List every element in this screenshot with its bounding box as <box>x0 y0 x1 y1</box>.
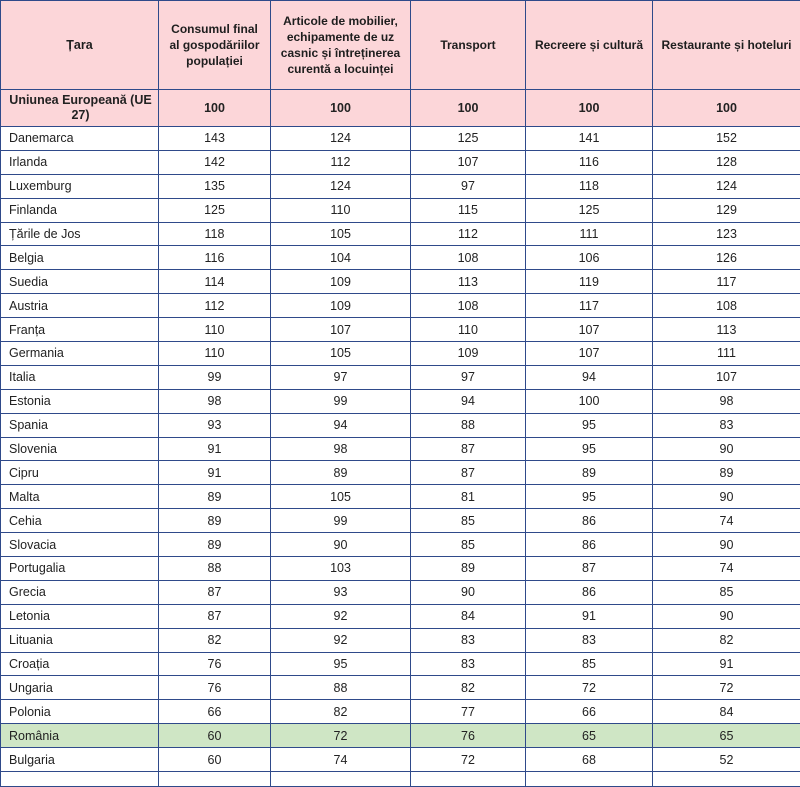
country-name: Germania <box>1 342 159 366</box>
value-furniture-household: 94 <box>271 413 411 437</box>
value-transport: 82 <box>411 676 526 700</box>
country-name: Estonia <box>1 389 159 413</box>
cut-off-cell <box>526 772 653 787</box>
cut-off-cell <box>411 772 526 787</box>
country-name: Letonia <box>1 604 159 628</box>
value-furniture-household: 74 <box>271 748 411 772</box>
value-furniture-household: 92 <box>271 604 411 628</box>
country-name: Cehia <box>1 509 159 533</box>
table-row <box>1 198 800 222</box>
value-recreation-culture: 66 <box>526 700 653 724</box>
value-transport: 108 <box>411 246 526 270</box>
table-row <box>1 246 800 270</box>
value-final-consumption: 89 <box>159 533 271 557</box>
table-row <box>1 604 800 628</box>
value-final-consumption: 87 <box>159 580 271 604</box>
value-restaurants-hotels: 83 <box>653 413 800 437</box>
table-row <box>1 748 800 772</box>
value-final-consumption: 110 <box>159 342 271 366</box>
value-recreation-culture: 85 <box>526 652 653 676</box>
value-furniture-household: 72 <box>271 724 411 748</box>
value-recreation-culture: 119 <box>526 270 653 294</box>
value-restaurants-hotels: 113 <box>653 318 800 342</box>
country-name: Austria <box>1 294 159 318</box>
value-furniture-household: 89 <box>271 461 411 485</box>
table-row <box>1 174 800 198</box>
value-recreation-culture: 89 <box>526 461 653 485</box>
eu-value-recreation-culture: 100 <box>526 90 653 127</box>
value-recreation-culture: 95 <box>526 437 653 461</box>
value-furniture-household: 105 <box>271 222 411 246</box>
value-transport: 87 <box>411 461 526 485</box>
eu-row-label: Uniunea Europeană (UE 27) <box>1 90 159 127</box>
country-name: Țările de Jos <box>1 222 159 246</box>
value-final-consumption: 143 <box>159 127 271 151</box>
value-final-consumption: 88 <box>159 557 271 581</box>
value-recreation-culture: 106 <box>526 246 653 270</box>
table-row <box>1 222 800 246</box>
value-furniture-household: 109 <box>271 270 411 294</box>
value-final-consumption: 142 <box>159 150 271 174</box>
cut-off-cell <box>1 772 159 787</box>
value-transport: 112 <box>411 222 526 246</box>
value-furniture-household: 99 <box>271 389 411 413</box>
value-furniture-household: 98 <box>271 437 411 461</box>
value-transport: 76 <box>411 724 526 748</box>
value-recreation-culture: 91 <box>526 604 653 628</box>
country-name: Polonia <box>1 700 159 724</box>
value-recreation-culture: 118 <box>526 174 653 198</box>
value-furniture-household: 104 <box>271 246 411 270</box>
cut-off-cell <box>159 772 271 787</box>
country-name: Malta <box>1 485 159 509</box>
value-transport: 113 <box>411 270 526 294</box>
table-row <box>1 437 800 461</box>
country-name: Danemarca <box>1 127 159 151</box>
value-final-consumption: 91 <box>159 437 271 461</box>
value-transport: 109 <box>411 342 526 366</box>
table-row <box>1 294 800 318</box>
country-name: Suedia <box>1 270 159 294</box>
value-transport: 90 <box>411 580 526 604</box>
cut-off-cell <box>653 772 800 787</box>
value-transport: 108 <box>411 294 526 318</box>
table-row <box>1 628 800 652</box>
value-recreation-culture: 86 <box>526 580 653 604</box>
table-row <box>1 557 800 581</box>
table-row <box>1 389 800 413</box>
value-recreation-culture: 95 <box>526 485 653 509</box>
value-final-consumption: 76 <box>159 652 271 676</box>
header-country: Țara <box>1 1 159 90</box>
country-name: Grecia <box>1 580 159 604</box>
table-row <box>1 652 800 676</box>
value-transport: 83 <box>411 652 526 676</box>
value-restaurants-hotels: 90 <box>653 485 800 509</box>
value-transport: 84 <box>411 604 526 628</box>
value-final-consumption: 89 <box>159 485 271 509</box>
value-final-consumption: 125 <box>159 198 271 222</box>
eu-value-furniture-household: 100 <box>271 90 411 127</box>
value-transport: 110 <box>411 318 526 342</box>
table-row <box>1 342 800 366</box>
value-final-consumption: 99 <box>159 365 271 389</box>
value-furniture-household: 82 <box>271 700 411 724</box>
country-name: România <box>1 724 159 748</box>
value-transport: 94 <box>411 389 526 413</box>
value-furniture-household: 99 <box>271 509 411 533</box>
eu-value-transport: 100 <box>411 90 526 127</box>
value-furniture-household: 90 <box>271 533 411 557</box>
value-furniture-household: 124 <box>271 174 411 198</box>
value-restaurants-hotels: 98 <box>653 389 800 413</box>
value-furniture-household: 109 <box>271 294 411 318</box>
value-restaurants-hotels: 90 <box>653 437 800 461</box>
value-recreation-culture: 87 <box>526 557 653 581</box>
value-furniture-household: 95 <box>271 652 411 676</box>
value-recreation-culture: 116 <box>526 150 653 174</box>
value-recreation-culture: 65 <box>526 724 653 748</box>
value-transport: 87 <box>411 437 526 461</box>
value-recreation-culture: 111 <box>526 222 653 246</box>
value-transport: 85 <box>411 509 526 533</box>
value-furniture-household: 97 <box>271 365 411 389</box>
table-row <box>1 700 800 724</box>
value-restaurants-hotels: 90 <box>653 604 800 628</box>
value-restaurants-hotels: 74 <box>653 557 800 581</box>
table-row <box>1 461 800 485</box>
value-transport: 72 <box>411 748 526 772</box>
table-row <box>1 533 800 557</box>
value-final-consumption: 82 <box>159 628 271 652</box>
table-row <box>1 365 800 389</box>
country-name: Cipru <box>1 461 159 485</box>
value-furniture-household: 124 <box>271 127 411 151</box>
value-restaurants-hotels: 65 <box>653 724 800 748</box>
table-row <box>1 724 800 748</box>
value-recreation-culture: 86 <box>526 509 653 533</box>
value-final-consumption: 76 <box>159 676 271 700</box>
country-name: Croația <box>1 652 159 676</box>
value-recreation-culture: 117 <box>526 294 653 318</box>
value-restaurants-hotels: 72 <box>653 676 800 700</box>
country-name: Luxemburg <box>1 174 159 198</box>
value-furniture-household: 112 <box>271 150 411 174</box>
value-restaurants-hotels: 117 <box>653 270 800 294</box>
value-restaurants-hotels: 126 <box>653 246 800 270</box>
table-row <box>1 676 800 700</box>
value-furniture-household: 107 <box>271 318 411 342</box>
header-row <box>1 1 800 90</box>
country-name: Franța <box>1 318 159 342</box>
value-restaurants-hotels: 111 <box>653 342 800 366</box>
table-row <box>1 270 800 294</box>
value-final-consumption: 116 <box>159 246 271 270</box>
country-name: Finlanda <box>1 198 159 222</box>
country-name: Bulgaria <box>1 748 159 772</box>
table-row <box>1 150 800 174</box>
value-restaurants-hotels: 128 <box>653 150 800 174</box>
eu-reference-row <box>1 90 800 127</box>
value-final-consumption: 87 <box>159 604 271 628</box>
country-name: Lituania <box>1 628 159 652</box>
value-recreation-culture: 100 <box>526 389 653 413</box>
cut-off-cell <box>271 772 411 787</box>
value-recreation-culture: 86 <box>526 533 653 557</box>
table-row <box>1 413 800 437</box>
value-final-consumption: 118 <box>159 222 271 246</box>
value-restaurants-hotels: 89 <box>653 461 800 485</box>
value-recreation-culture: 107 <box>526 342 653 366</box>
table-row <box>1 509 800 533</box>
table-row <box>1 318 800 342</box>
value-restaurants-hotels: 52 <box>653 748 800 772</box>
value-final-consumption: 110 <box>159 318 271 342</box>
header-final-consumption: Consumul final al gospodăriilor populației <box>159 1 271 90</box>
country-name: Italia <box>1 365 159 389</box>
value-final-consumption: 60 <box>159 748 271 772</box>
value-restaurants-hotels: 124 <box>653 174 800 198</box>
value-final-consumption: 66 <box>159 700 271 724</box>
value-recreation-culture: 94 <box>526 365 653 389</box>
country-name: Ungaria <box>1 676 159 700</box>
header-recreation-culture: Recreere și cultură <box>526 1 653 90</box>
table-row <box>1 485 800 509</box>
table-row <box>1 127 800 151</box>
table-row <box>1 580 800 604</box>
value-recreation-culture: 107 <box>526 318 653 342</box>
header-furniture-household: Articole de mobilier, echipamente de uz casnic și întreținerea curentă a locuinței <box>271 1 411 90</box>
value-furniture-household: 88 <box>271 676 411 700</box>
value-recreation-culture: 125 <box>526 198 653 222</box>
value-transport: 77 <box>411 700 526 724</box>
value-final-consumption: 112 <box>159 294 271 318</box>
value-transport: 83 <box>411 628 526 652</box>
value-transport: 97 <box>411 365 526 389</box>
value-transport: 88 <box>411 413 526 437</box>
value-final-consumption: 98 <box>159 389 271 413</box>
value-furniture-household: 105 <box>271 485 411 509</box>
value-restaurants-hotels: 152 <box>653 127 800 151</box>
value-recreation-culture: 68 <box>526 748 653 772</box>
value-transport: 125 <box>411 127 526 151</box>
value-furniture-household: 92 <box>271 628 411 652</box>
eu-value-restaurants-hotels: 100 <box>653 90 800 127</box>
value-final-consumption: 89 <box>159 509 271 533</box>
value-final-consumption: 91 <box>159 461 271 485</box>
value-recreation-culture: 72 <box>526 676 653 700</box>
value-furniture-household: 93 <box>271 580 411 604</box>
header-restaurants-hotels: Restaurante și hoteluri <box>653 1 800 90</box>
value-restaurants-hotels: 90 <box>653 533 800 557</box>
value-transport: 89 <box>411 557 526 581</box>
value-recreation-culture: 95 <box>526 413 653 437</box>
country-name: Belgia <box>1 246 159 270</box>
value-restaurants-hotels: 107 <box>653 365 800 389</box>
value-restaurants-hotels: 129 <box>653 198 800 222</box>
value-restaurants-hotels: 82 <box>653 628 800 652</box>
value-transport: 107 <box>411 150 526 174</box>
eu-value-final-consumption: 100 <box>159 90 271 127</box>
value-restaurants-hotels: 108 <box>653 294 800 318</box>
value-final-consumption: 93 <box>159 413 271 437</box>
value-restaurants-hotels: 91 <box>653 652 800 676</box>
header-transport: Transport <box>411 1 526 90</box>
value-final-consumption: 60 <box>159 724 271 748</box>
value-final-consumption: 114 <box>159 270 271 294</box>
country-name: Slovacia <box>1 533 159 557</box>
value-furniture-household: 110 <box>271 198 411 222</box>
value-transport: 81 <box>411 485 526 509</box>
value-restaurants-hotels: 123 <box>653 222 800 246</box>
value-restaurants-hotels: 85 <box>653 580 800 604</box>
country-name: Spania <box>1 413 159 437</box>
value-transport: 97 <box>411 174 526 198</box>
country-name: Irlanda <box>1 150 159 174</box>
country-name: Portugalia <box>1 557 159 581</box>
country-name: Slovenia <box>1 437 159 461</box>
table-row-cut-off <box>1 772 800 787</box>
value-restaurants-hotels: 74 <box>653 509 800 533</box>
value-restaurants-hotels: 84 <box>653 700 800 724</box>
value-recreation-culture: 141 <box>526 127 653 151</box>
value-furniture-household: 103 <box>271 557 411 581</box>
value-furniture-household: 105 <box>271 342 411 366</box>
value-transport: 85 <box>411 533 526 557</box>
value-final-consumption: 135 <box>159 174 271 198</box>
value-transport: 115 <box>411 198 526 222</box>
value-recreation-culture: 83 <box>526 628 653 652</box>
